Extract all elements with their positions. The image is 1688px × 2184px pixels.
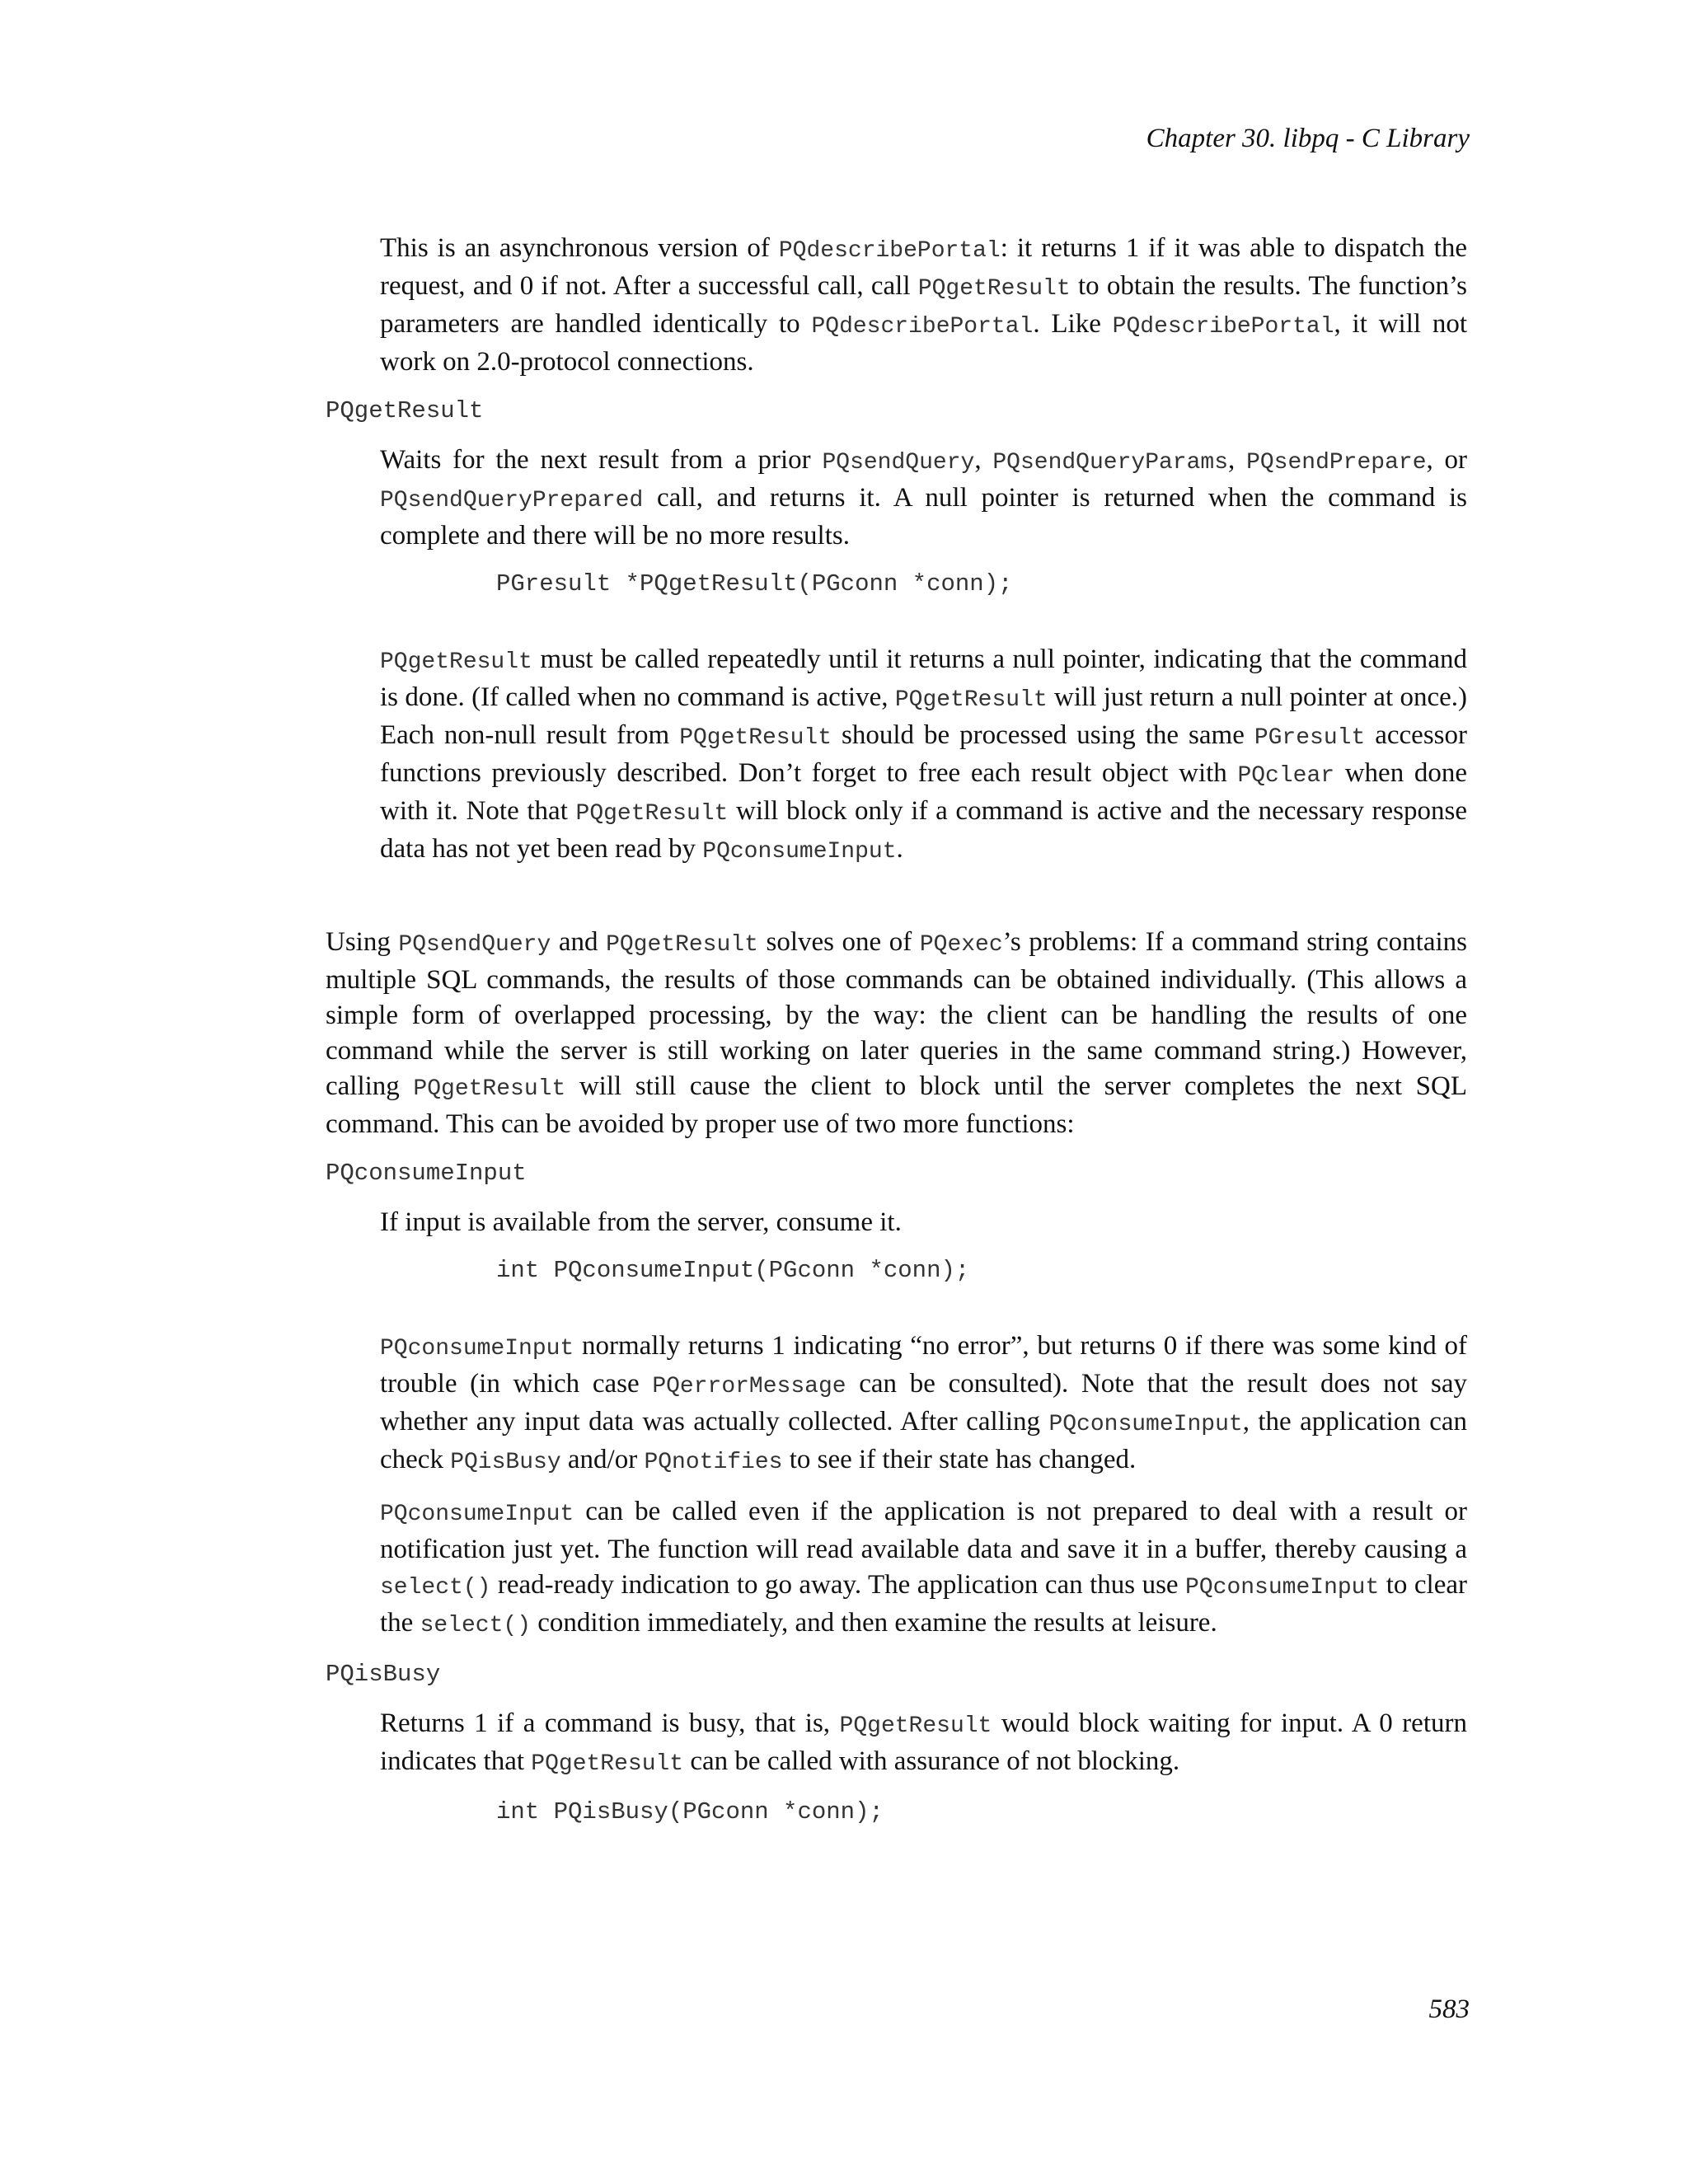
inline-code: PQgetResult <box>575 801 729 827</box>
inline-code: PQexec <box>919 932 1003 958</box>
inline-code: PQgetResult <box>531 1751 684 1777</box>
inline-code: PQdescribePortal <box>778 238 1001 264</box>
paragraph: PQgetResult must be called repeatedly until it returns a null pointer, indicating that the command is done. (If called when no command is active, PQgetResult will just return a null pointer at once.) Each non-null result from PQgetResult should be processed using the same PGresult accessor functions previously described. Don’t forget to free each result object with PQclear when done with it. Note that PQgetResult will block only if a command is active and the necessary response data has not yet been read by PQconsumeInput. <box>380 644 1467 865</box>
pqconsumeinput-desc <box>380 1205 1467 1643</box>
paragraph-using: Using PQsendQuery and PQgetResult solves one of PQexec’s problems: If a command string contains multiple SQL commands, the results of those commands can be obtained individually. (This allows a simple form of overlapped processing, by the way: the client can be handling the results of one command while the server is still working on later queries in the same command string.) However, calling PQgetResult will still cause the client to block until the server completes the next SQL command. This can be avoided by proper use of two more functions: <box>326 927 1467 1139</box>
pqisbusy-desc <box>380 1706 1467 1829</box>
code-synopsis: PGresult *PQgetResult(PGconn *conn); <box>496 570 1013 598</box>
inline-code: PQsendQuery <box>398 932 551 958</box>
inline-code: PQsendQueryParams <box>992 450 1229 476</box>
term-pqgetresult: PQgetResult <box>326 397 484 424</box>
inline-code: PQgetResult <box>413 1076 566 1102</box>
describe-portal-desc <box>380 231 1467 380</box>
inline-code: PQgetResult <box>839 1713 992 1739</box>
term-pqconsumeinput: PQconsumeInput <box>326 1160 527 1187</box>
inline-code: PQclear <box>1237 763 1335 789</box>
inline-code: PQconsumeInput <box>1185 1575 1380 1601</box>
inline-code: PQgetResult <box>380 649 532 675</box>
section-gap <box>326 883 1467 925</box>
pqgetresult-desc <box>380 443 1467 869</box>
paragraph: Waits for the next result from a prior PQsendQuery, PQsendQueryParams, PQsendPrepare, or PQsendQueryPrepared call, and returns it. A null pointer is returned when the command is complete and there will be no more results. <box>380 445 1468 551</box>
inline-code: PQisBusy <box>450 1450 561 1475</box>
paragraph: PQconsumeInput can be called even if the application is not prepared to deal with a result or notification just yet. The function will read available data and save it in a buffer, thereby causing a select() read-ready indication to go away. The application can thus use PQconsumeInput to clear the select() condition immediately, and then examine the results at leisure. <box>380 1497 1467 1638</box>
inline-code: PQgetResult <box>606 932 758 958</box>
paragraph: This is an asynchronous version of PQdescribePortal: it returns 1 if it was able to dispatch the request, and 0 if not. After a successful call, call PQgetResult to obtain the results. The function’s parameters are handled identically to PQdescribePortal. Like PQdescribePortal, it will not work on 2.0-protocol connections. <box>380 233 1468 377</box>
page-content <box>326 231 1467 1870</box>
inline-code: select() <box>420 1613 531 1638</box>
paragraph: Returns 1 if a command is busy, that is, PQgetResult would block waiting for input. A 0 return indicates that PQgetResult can be called with assurance of not blocking. <box>380 1708 1467 1777</box>
inline-code: PQsendQuery <box>822 450 975 476</box>
inline-code: PQgetResult <box>917 276 1071 302</box>
inline-code: PQconsumeInput <box>380 1336 574 1361</box>
paragraph: If input is available from the server, consume it. <box>380 1207 902 1237</box>
inline-code: PQgetResult <box>894 687 1048 713</box>
inline-code: PQnotifies <box>644 1450 783 1475</box>
paragraph: PQconsumeInput normally returns 1 indicating “no error”, but returns 0 if there was some kind of trouble (in which case PQerrorMessage can be consulted). Note that the result does not say whether any input data was actually collected. After calling PQconsumeInput, the application can check PQisBusy and/or PQnotifies to see if their state has changed. <box>380 1331 1467 1475</box>
inline-code: PQconsumeInput <box>702 839 897 865</box>
inline-code: PQerrorMessage <box>652 1374 846 1399</box>
inline-code: PQsendPrepare <box>1246 450 1427 476</box>
inline-code: PQdescribePortal <box>1112 314 1334 340</box>
term-pqisbusy: PQisBusy <box>326 1661 441 1688</box>
inline-code: PQgetResult <box>679 725 832 751</box>
inline-code: PQdescribePortal <box>811 314 1034 340</box>
inline-code: PQsendQueryPrepared <box>380 488 644 513</box>
inline-code: PQconsumeInput <box>1048 1412 1243 1437</box>
code-synopsis: int PQisBusy(PGconn *conn); <box>496 1798 884 1825</box>
code-synopsis: int PQconsumeInput(PGconn *conn); <box>496 1257 970 1284</box>
inline-code: select() <box>380 1575 491 1601</box>
inline-code: PGresult <box>1254 725 1366 751</box>
running-header: Chapter 30. libpq - C Library <box>1146 124 1470 153</box>
inline-code: PQconsumeInput <box>380 1502 574 1527</box>
page-number: 583 <box>1428 1994 1470 2024</box>
